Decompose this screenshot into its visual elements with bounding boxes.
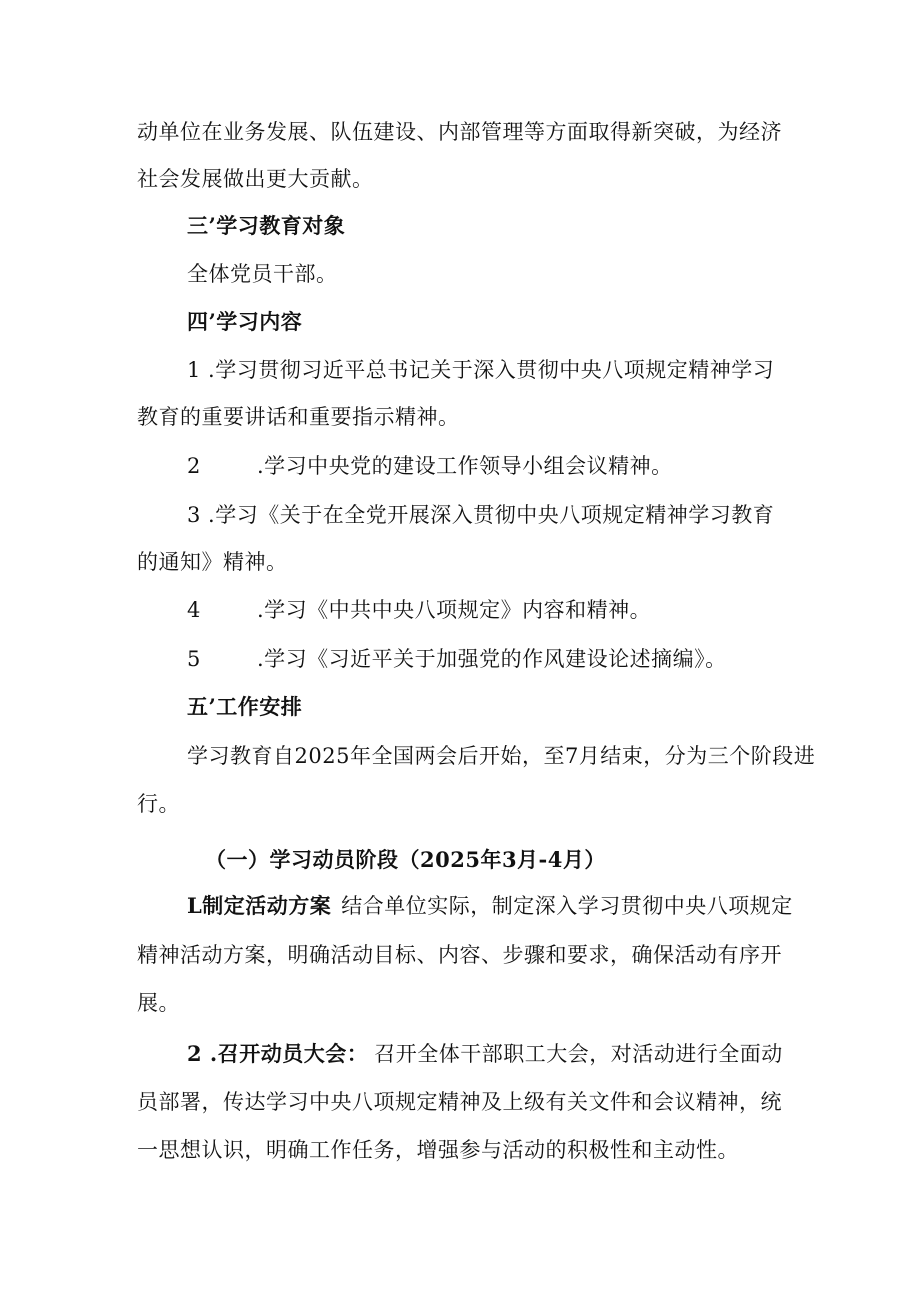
schedule-line-1: 学习教育自2025年全国两会后开始，至7月结束，分为三个阶段进 bbox=[187, 744, 816, 768]
intro-line-1: 动单位在业务发展、队伍建设、内部管理等方面取得新突破，为经济 bbox=[137, 120, 782, 144]
step-1-label: L制定活动方案 bbox=[187, 893, 332, 918]
step-1-line-3: 展。 bbox=[137, 991, 180, 1015]
section-heading-3: 三’学习教育对象 bbox=[187, 213, 346, 238]
content-item-1-line-1: 1 .学习贯彻习近平总书记关于深入贯彻中央八项规定精神学习 bbox=[187, 358, 775, 382]
item-4-number: 4 bbox=[187, 598, 201, 622]
item-5-number: 5 bbox=[187, 647, 201, 671]
phase-1-heading: （一）学习动员阶段（2025年3月-4月） bbox=[205, 847, 606, 872]
content-item-1-line-2: 教育的重要讲话和重要指示精神。 bbox=[137, 405, 460, 429]
schedule-line-2: 行。 bbox=[137, 792, 180, 816]
step-1-text: 结合单位实际，制定深入学习贯彻中央八项规定 bbox=[341, 894, 793, 918]
intro-line-2: 社会发展做出更大贡献。 bbox=[137, 167, 374, 191]
content-item-3-line-2: 的通知》精神。 bbox=[137, 550, 288, 574]
content-item-3-line-1: 3 .学习《关于在全党开展深入贯彻中央八项规定精神学习教育 bbox=[187, 503, 775, 527]
step-2-label: 2 .召开动员大会： bbox=[187, 1041, 369, 1066]
section-heading-5: 五’工作安排 bbox=[187, 694, 303, 719]
item-2-text: .学习中央党的建设工作领导小组会议精神。 bbox=[257, 454, 673, 478]
step-2-line-3: 一思想认识，明确工作任务，增强参与活动的积极性和主动性。 bbox=[137, 1138, 739, 1162]
step-1-line-2: 精神活动方案，明确活动目标、内容、步骤和要求，确保活动有序开 bbox=[137, 943, 782, 967]
section-heading-4: 四’学习内容 bbox=[187, 309, 303, 334]
content-item-2 bbox=[187, 451, 673, 481]
content-item-4 bbox=[187, 595, 651, 625]
item-4-text: .学习《中共中央八项规定》内容和精神。 bbox=[257, 598, 652, 622]
item-5-text: .学习《习近平关于加强党的作风建设论述摘编》。 bbox=[257, 647, 727, 671]
content-item-5 bbox=[187, 644, 727, 674]
step-1-line-1 bbox=[187, 891, 793, 921]
step-2-line-1 bbox=[187, 1039, 783, 1069]
step-2-line-2: 员部署，传达学习中央八项规定精神及上级有关文件和会议精神，统 bbox=[137, 1090, 782, 1114]
item-2-number: 2 bbox=[187, 454, 201, 478]
step-2-text: 召开全体干部职工大会，对活动进行全面动 bbox=[374, 1042, 783, 1066]
targets-paragraph: 全体党员干部。 bbox=[187, 262, 338, 286]
